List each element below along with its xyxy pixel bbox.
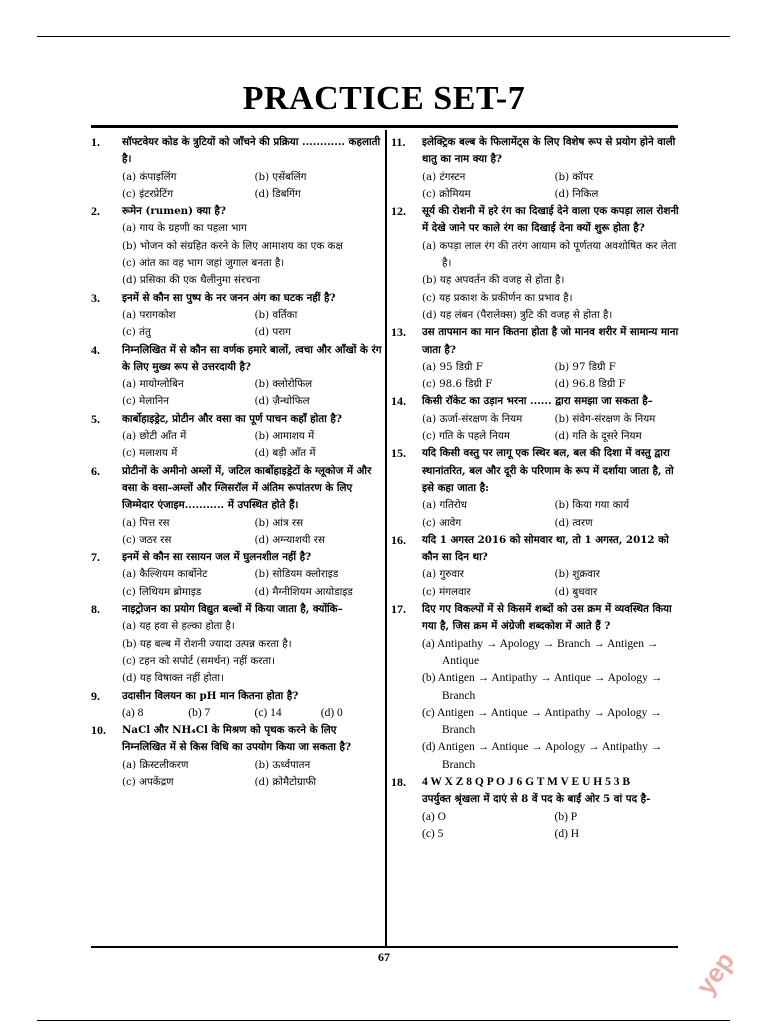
options [122, 705, 383, 722]
option-c: (c) क्रोमियम [422, 187, 471, 200]
question-text: इनमें से कौन सा रसायन जल में घुलनशील नहीं है? [122, 551, 312, 564]
option-d: (d) H [554, 827, 580, 840]
options [422, 636, 683, 774]
options [122, 307, 383, 342]
options [122, 618, 383, 687]
question-3 [91, 290, 383, 307]
option-d: (d) प्रसिका की एक थैलीनुमा संरचना [122, 274, 261, 287]
option-b: (b) ऊर्ध्वपातन [254, 758, 311, 771]
option-c: (c) 98.6 डिग्री F [422, 378, 493, 391]
question-number: 11. [391, 135, 406, 149]
right-column [391, 134, 683, 843]
options [422, 809, 683, 844]
question-text: रूमेन (rumen) क्या है? [122, 205, 226, 218]
option-a: (a) 95 डिग्री F [422, 360, 483, 373]
question-1 [91, 134, 383, 169]
option-b: (b) P [554, 810, 578, 823]
question-text: इलेक्ट्रिक बल्ब के फिलामेंट्स के लिए विशेष रूप से प्रयोग होने वाली धातु का नाम क्या है? [422, 136, 676, 166]
option-d: (d) बुधवार [554, 585, 598, 598]
bottom-rule [37, 1020, 730, 1021]
question-2 [91, 203, 383, 220]
question-number: 8. [91, 602, 100, 617]
option-b: (b) Antigen → Antipathy → Antique → Apology → Branch [422, 672, 663, 702]
option-a: (a) 8 [122, 706, 144, 719]
option-c: (c) गति के पहले नियम [422, 430, 510, 443]
question-text: NaCl और NH₄Cl के मिश्रण को पृथक करने के लिए निम्नलिखित में से किस विधि का उपयोग किया जा सकता है? [122, 724, 351, 754]
options [122, 428, 383, 463]
option-c: (c) टहन को सपोर्ट (समर्थन) नहीं करता। [122, 654, 275, 667]
option-a: (a) कैल्शियम कार्बोनेट [122, 568, 208, 581]
option-b: (b) शुक्रवार [554, 568, 600, 581]
option-c: (c) आवेग [422, 516, 462, 529]
option-c: (c) लिथियम ब्रोमाइड [122, 585, 202, 598]
question-number: 18. [391, 774, 406, 789]
question-6 [91, 463, 383, 515]
option-d: (d) यह लंबन (पैरालेक्स) त्रुटि की वजह से होता है। [422, 308, 613, 321]
question-5 [91, 411, 383, 428]
options [122, 169, 383, 204]
left-column [91, 134, 383, 791]
question-13 [391, 324, 683, 359]
question-text: उस तापमान का मान कितना होता है जो मानव शरीर में सामान्य माना जाता है? [422, 326, 679, 356]
option-c: (c) Antigen → Antique → Antipathy → Apology → Branch [422, 706, 662, 737]
question-text: नाइट्रोजन का प्रयोग विद्युत बल्बों में किया जाता है, क्योंकि– [122, 603, 343, 616]
option-b: (b) वर्तिका [254, 308, 298, 321]
question-number: 12. [391, 204, 406, 219]
options [122, 757, 383, 792]
question-text: यदि किसी वस्तु पर लागू एक स्थिर बल, बल की दिशा में वस्तु द्वारा स्थानांतरित, बल और दूरी के परिणाम के रूप में दर्शाया जाता है, तो इसे कहा जाता है: [422, 447, 674, 494]
option-d: (d) 96.8 डिग्री F [554, 378, 626, 391]
question-number: 6. [91, 463, 100, 478]
options [422, 411, 683, 446]
option-a: (a) गतिरोध [422, 499, 467, 512]
question-16 [391, 532, 683, 567]
option-c: (c) अपकेंद्रण [122, 775, 174, 788]
column-divider [385, 130, 387, 946]
option-b: (b) यह बल्ब में रोशनी ज्यादा उत्पन्न करता है। [122, 637, 292, 650]
question-text: सूर्य की रोशनी में हरे रंग का दिखाई देने वाला एक कपड़ा लाल रोशनी में देखे जाने पर काले रंग का दिखाई देना क्यों शुरू होता है? [422, 205, 679, 235]
question-text: प्रोटीनों के अमीनो अम्लों में, जटिल कार्बोहाइड्रेटों के ग्लूकोज में और वसा के वसा-अम्लों और ग्लिसरॉल में अंतिम रूपांतरण के लिए जिम्मेदार एंजाइम........... में उपस्थित होते हैं। [122, 464, 372, 512]
question-18-subtext [391, 791, 683, 808]
option-b: (b) आंत्र रस [254, 516, 304, 529]
option-a: (a) गुरुवार [422, 568, 465, 581]
option-c: (c) यह प्रकाश के प्रकीर्णन का प्रभाव है। [422, 291, 573, 304]
question-number: 4. [91, 342, 100, 357]
option-c: (c) आंत का वह भाग जहां जुगाल बनता है। [122, 257, 285, 270]
options [122, 376, 383, 411]
option-d: (d) त्वरण [554, 516, 593, 529]
question-18 [391, 774, 683, 791]
question-12 [391, 203, 683, 238]
option-d: (d) निकिल [554, 187, 599, 200]
options [122, 220, 383, 289]
option-a: (a) छोटी आँत में [122, 430, 187, 443]
option-d: (d) क्रोमैटोग्राफी [254, 775, 317, 788]
option-a: (a) क्रिस्टलीकरण [122, 758, 189, 771]
option-c: (c) इंटरप्रेटिंग [122, 187, 174, 200]
question-4 [91, 342, 383, 377]
page-title: PRACTICE SET-7 [242, 80, 526, 117]
title-underline [91, 125, 678, 128]
option-a: (a) O [422, 810, 446, 823]
option-b: (b) भोजन को संग्रहित करने के लिए आमाशय का एक कक्ष [122, 239, 343, 252]
question-9 [91, 688, 383, 705]
question-number: 5. [91, 411, 100, 426]
option-b: (b) 7 [188, 706, 211, 719]
question-text: किसी रॉकेट का उड़ान भरना ...... द्वारा समझा जा सकता है– [422, 395, 653, 408]
question-text: यदि 1 अगस्त 2016 को सोमवार था, तो 1 अगस्त, 2012 को कौन सा दिन था? [422, 533, 669, 564]
question-7 [91, 549, 383, 566]
option-a: (a) मायोग्लोबिन [122, 378, 184, 391]
options [422, 238, 683, 324]
question-text: इनमें से कौन सा पुष्प के नर जनन अंग का घटक नहीं है? [122, 291, 336, 304]
question-8 [91, 601, 383, 618]
question-text: दिए गए विकल्पों में से किसमें शब्दों को उस क्रम में व्यवस्थित किया गया है, जिस क्रम में अंग्रेजी शब्दकोश में आते हैं ? [422, 603, 672, 633]
option-c: (c) मंगलवार [422, 585, 471, 598]
question-text: सॉफ्टवेयर कोड के त्रुटियों को जाँचने की प्रक्रिया ............ कहलाती है। [122, 136, 381, 166]
question-10 [91, 722, 383, 757]
question-17 [391, 601, 683, 636]
option-b: (b) कॉपर [554, 170, 594, 183]
question-number: 3. [91, 290, 100, 305]
option-b: (b) सोडियम क्लोराइड [254, 568, 339, 581]
question-text: उपर्युक्त श्रृंखला में दाएं से 8 वें पद के बाईं ओर 5 वां पद है- [422, 793, 651, 806]
option-a: (a) कपड़ा लाल रंग की तरंग आयाम को पूर्णतया अवशोषित कर लेता है। [422, 239, 677, 270]
question-number: 15. [391, 446, 406, 461]
question-text: उदासीन विलयन का pH मान कितना होता है? [122, 689, 299, 702]
question-number: 14. [391, 394, 406, 409]
option-c: (c) मलाशय में [122, 447, 178, 460]
option-d: (d) Antigen → Antique → Apology → Antipathy → Branch [422, 741, 663, 771]
option-b: (b) यह अपवर्तन की वजह से होता है। [422, 274, 565, 287]
page-number: 67 [378, 950, 390, 964]
question-text: निम्नलिखित में से कौन सा वर्णक हमारे बालों, त्वचा और आँखों के रंग के लिए मुख्य रूप से उत्तरदायी है? [122, 343, 382, 373]
option-c: (c) तंतु [122, 326, 151, 339]
option-a: (a) पित्त रस [122, 516, 170, 529]
option-b: (b) एसेंबलिंग [254, 170, 307, 183]
options [122, 566, 383, 601]
question-number: 10. [91, 723, 106, 738]
option-a: (a) कंपाइलिंग [122, 170, 177, 183]
option-b: (b) किया गया कार्य [554, 499, 630, 512]
options [422, 359, 683, 394]
option-d: (d) अग्न्याशयी रस [254, 533, 325, 546]
question-number: 2. [91, 204, 100, 219]
question-number: 9. [91, 688, 100, 703]
option-b: (b) आमाशय में [254, 430, 315, 443]
question-number: 7. [91, 550, 100, 565]
option-a: (a) टंगस्टन [422, 170, 466, 183]
option-d: (d) बड़ी आँत में [254, 447, 316, 460]
question-text: कार्बोहाइड्रेट, प्रोटीन और वसा का पूर्ण पाचन कहाँ होता है? [122, 412, 342, 425]
option-d: (d) पराग [254, 326, 291, 339]
option-a: (a) परागकोश [122, 308, 176, 321]
option-c: (c) 14 [254, 706, 282, 719]
option-b: (b) क्लोरोफिल [254, 378, 313, 391]
question-number: 17. [391, 602, 406, 617]
option-b: (b) संवेग-संरक्षण के नियम [554, 412, 656, 425]
option-a: (a) Antipathy → Apology → Branch → Antigen → Antique [422, 637, 659, 667]
question-15 [391, 445, 683, 497]
top-rule [37, 36, 730, 37]
option-c: (c) 5 [422, 827, 444, 840]
content-bottom-rule [91, 946, 678, 948]
question-number: 13. [391, 325, 406, 340]
option-a: (a) गाय के ग्रहणी का पहला भाग [122, 222, 247, 235]
options [122, 515, 383, 550]
option-a: (a) ऊर्जा-संरक्षण के नियम [422, 412, 523, 425]
option-c: (c) जठर रस [122, 533, 172, 546]
option-d: (d) ज़ैन्थोफिल [254, 395, 310, 408]
option-d: (d) डिबगिंग [254, 187, 301, 200]
option-d: (d) यह विषाक्त नहीं होता। [122, 672, 224, 685]
option-b: (b) 97 डिग्री F [554, 360, 616, 373]
options [422, 169, 683, 204]
options [422, 566, 683, 601]
question-number: 1. [91, 135, 100, 149]
option-d: (d) गति के दूसरे नियम [554, 430, 642, 443]
question-14 [391, 393, 683, 410]
options [422, 497, 683, 532]
option-d: (d) 0 [320, 706, 343, 719]
question-11 [391, 134, 683, 169]
watermark: yep [689, 946, 741, 1001]
question-number: 16. [391, 532, 406, 547]
question-series: 4 W X Z 8 Q P O J 6 G T M V E U H 5 3 B [422, 775, 630, 788]
option-c: (c) मेलानिन [122, 395, 169, 408]
option-a: (a) यह हवा से हल्का होता है। [122, 620, 235, 633]
option-d: (d) मैग्नीशियम आयोडाइड [254, 585, 353, 598]
